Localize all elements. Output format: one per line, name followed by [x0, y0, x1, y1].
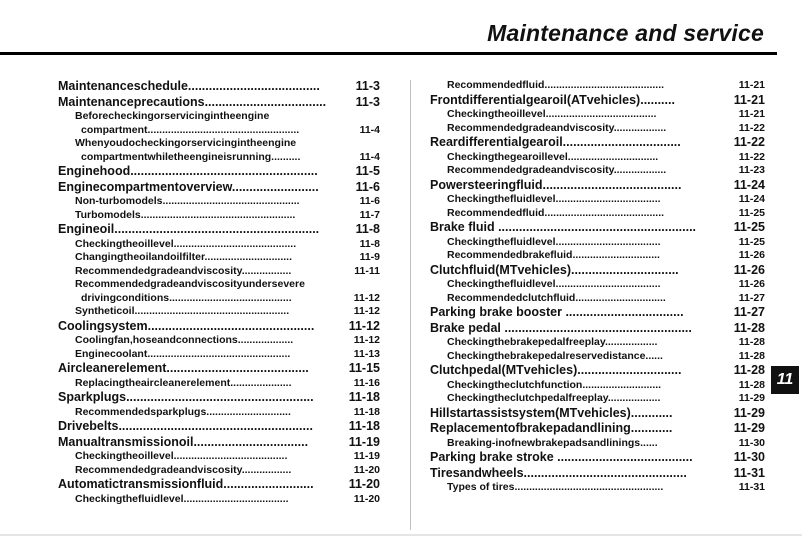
toc-entry[interactable]: [58, 95, 380, 111]
toc-page-number: 11-12: [348, 318, 380, 333]
toc-page-number: 11-28: [738, 336, 765, 348]
toc-entry[interactable]: [58, 79, 380, 95]
toc-subentry[interactable]: [58, 464, 380, 478]
toc-subentry[interactable]: [58, 110, 380, 124]
toc-entry-label: Brake fluid .........................................................: [430, 220, 697, 234]
toc-subentry[interactable]: [430, 278, 765, 292]
toc-page-number: 11-7: [359, 208, 380, 221]
toc-entry-label: Enginecoolant.................................................: [75, 347, 291, 360]
toc-entry-label: Breaking-inofnewbrakepadsandlinings......: [447, 436, 658, 449]
toc-page-number: 11-12: [353, 334, 380, 346]
toc-subentry[interactable]: [58, 278, 380, 292]
toc-entry-label: drivingconditions..........................................: [81, 291, 292, 304]
toc-entry-label: Recommendedfluid.........................................: [447, 79, 665, 91]
toc-page-number: 11-22: [738, 121, 765, 134]
toc-entry-label: Checkingtheclutchpedalfreeplay..................: [447, 392, 661, 404]
toc-page-number: 11-28: [738, 349, 765, 362]
toc-entry-label: Beforecheckingorservicingintheengine: [75, 110, 270, 122]
toc-page-number: 11-28: [738, 378, 765, 391]
toc-entry-label: Maintenanceprecautions...................................: [58, 94, 327, 109]
toc-page-number: 11-21: [733, 92, 765, 107]
toc-entry[interactable]: [58, 435, 380, 451]
toc-page-number: 11-3: [355, 94, 380, 109]
toc-page-number: 11-8: [355, 222, 380, 236]
toc-entry-label: Enginecompartmentoverview.........................: [58, 179, 319, 194]
toc-subentry[interactable]: [430, 437, 765, 451]
toc-page-number: 11-4: [359, 123, 380, 136]
toc-entry-label: compartmentwhiletheengineisrunning..........: [81, 150, 301, 163]
toc-entry-label: Replacementofbrakepadandlining............: [430, 421, 673, 435]
toc-entry-label: Manualtransmissionoil.................................: [58, 434, 309, 449]
toc-subentry[interactable]: [430, 379, 765, 393]
toc-page-number: 11-19: [353, 450, 380, 462]
toc-subentry[interactable]: [58, 209, 380, 223]
toc-subentry[interactable]: [58, 348, 380, 362]
toc-entry-label: Non-turbomodels...............................................: [75, 195, 300, 207]
toc-subentry[interactable]: [58, 493, 380, 507]
toc-page-number: 11-3: [355, 79, 380, 93]
toc-subentry[interactable]: [430, 193, 765, 207]
toc-page-number: 11-16: [353, 376, 380, 389]
toc-entry-label: Checkingtheoillevel.......................................: [75, 450, 288, 462]
toc-entry-label: Replacingtheaircleanerelement.....................: [75, 376, 292, 389]
toc-subentry[interactable]: [430, 79, 765, 93]
toc-page-number: 11-5: [355, 164, 380, 178]
toc-entry-label: Checkingtheoillevel..........................................: [75, 237, 297, 250]
toc-page-number: 11-21: [738, 108, 765, 120]
toc-subentry[interactable]: [58, 406, 380, 420]
toc-page-number: 11-20: [353, 492, 380, 505]
toc-entry-label: Checkingthefluidlevel....................................: [447, 193, 661, 205]
toc-page-number: 11-11: [354, 264, 380, 277]
toc-entry[interactable]: [430, 135, 765, 151]
toc-entry-label: Types of tires...................................................: [447, 481, 664, 493]
toc-entry[interactable]: [430, 466, 765, 482]
toc-entry-label: Syntheticoil.....................................................: [75, 305, 290, 317]
toc-entry[interactable]: [58, 222, 380, 238]
chapter-tab[interactable]: 11: [771, 366, 799, 394]
toc-entry-label: Recommendedfluid.........................................: [447, 206, 665, 219]
toc-entry-label: Recommendedclutchfluid...............................: [447, 291, 666, 304]
toc-entry[interactable]: [58, 164, 380, 180]
toc-page-number: 11-25: [733, 220, 765, 234]
toc-page-number: 11-12: [353, 305, 380, 317]
toc-subentry[interactable]: [58, 334, 380, 348]
toc-page-number: 11-22: [738, 150, 765, 163]
toc-entry-label: Recommendedbrakefluid..............................: [447, 249, 660, 261]
toc-entry-label: Turbomodels.....................................................: [75, 208, 296, 221]
toc-page-number: 11-20: [353, 463, 380, 476]
toc-right-column: [430, 79, 765, 495]
toc-page-number: 11-6: [359, 195, 380, 207]
toc-page-number: 11-26: [733, 262, 765, 277]
toc-entry-label: Checkingthefluidlevel....................................: [75, 492, 289, 505]
toc-entry-label: Parking brake stroke .......................................: [430, 450, 693, 464]
toc-subentry[interactable]: [58, 292, 380, 306]
toc-entry-label: Recommendedgradeandviscosity..................: [447, 164, 667, 176]
toc-entry[interactable]: [430, 363, 765, 379]
toc-entry[interactable]: [58, 419, 380, 435]
toc-entry[interactable]: [58, 477, 380, 493]
title-rule: [0, 52, 777, 55]
toc-page-number: 11-8: [359, 237, 380, 250]
toc-entry[interactable]: [430, 263, 765, 279]
toc-entry-label: Parking brake booster ..................................: [430, 305, 684, 319]
toc-page-number: 11-26: [738, 278, 765, 290]
toc-entry[interactable]: [58, 319, 380, 335]
toc-page-number: 11-28: [733, 363, 765, 377]
toc-subentry[interactable]: [430, 164, 765, 178]
toc-subentry[interactable]: [58, 450, 380, 464]
toc-subentry[interactable]: [430, 350, 765, 364]
toc-subentry[interactable]: [58, 151, 380, 165]
toc-subentry[interactable]: [430, 392, 765, 406]
toc-entry-label: Hillstartassistsystem(MTvehicles)............: [430, 405, 673, 420]
toc-entry[interactable]: [58, 180, 380, 196]
toc-entry-label: Maintenanceschedule......................................: [58, 79, 320, 93]
toc-page-number: 11-31: [738, 481, 765, 493]
toc-page-number: 11-29: [733, 405, 765, 420]
toc-entry[interactable]: [430, 178, 765, 194]
toc-page-number: 11-12: [353, 291, 380, 304]
toc-subentry[interactable]: [430, 249, 765, 263]
toc-page-number: 11-30: [738, 436, 765, 449]
toc-entry[interactable]: [430, 220, 765, 236]
toc-entry-label: Automatictransmissionfluid..........................: [58, 477, 314, 491]
toc-entry-label: Checkingthefluidlevel....................................: [447, 278, 661, 290]
toc-entry-label: Checkingtheclutchfunction...........................: [447, 378, 662, 391]
toc-entry-label: Clutchpedal(MTvehicles)..............................: [430, 363, 682, 377]
toc-subentry[interactable]: [58, 137, 380, 151]
toc-entry-label: Engineoil...........................................................: [58, 222, 320, 236]
toc-entry[interactable]: [430, 93, 765, 109]
toc-page-number: 11-23: [738, 164, 765, 176]
toc-entry-label: Clutchfluid(MTvehicles)...............................: [430, 262, 679, 277]
toc-page-number: 11-6: [355, 179, 380, 194]
toc-entry-label: Recommendedsparkplugs.............................: [75, 405, 291, 418]
toc-page-number: 11-27: [738, 291, 765, 304]
toc-entry[interactable]: [430, 321, 765, 337]
column-divider: [410, 80, 411, 530]
toc-entry-label: compartment....................................................: [81, 123, 300, 136]
toc-page-number: 11-9: [359, 251, 380, 263]
toc-entry-label: Changingtheoilandoilfilter..............................: [75, 251, 293, 263]
toc-subentry[interactable]: [58, 238, 380, 252]
toc-entry-label: Checkingthefluidlevel....................................: [447, 235, 661, 248]
toc-subentry[interactable]: [430, 151, 765, 165]
toc-entry-label: Recommendedgradeandviscosityundersevere: [75, 278, 305, 290]
toc-entry-label: Reardifferentialgearoil..................................: [430, 135, 681, 149]
toc-page-number: 11-28: [733, 320, 765, 335]
toc-entry-label: Sparkplugs......................................................: [58, 390, 314, 404]
toc-subentry[interactable]: [58, 124, 380, 138]
toc-entry[interactable]: [430, 421, 765, 437]
toc-page-number: 11-18: [353, 405, 380, 418]
toc-entry-label: Recommendedgradeandviscosity..................: [447, 121, 667, 134]
toc-subentry[interactable]: [430, 108, 765, 122]
toc-entry-label: Aircleanerelement.........................................: [58, 361, 309, 375]
toc-page-number: 11-30: [733, 450, 765, 464]
toc-page-number: 11-29: [733, 421, 765, 435]
toc-page-number: 11-29: [738, 392, 765, 404]
toc-entry[interactable]: [430, 450, 765, 466]
toc-page-number: 11-20: [348, 477, 380, 491]
toc-entry-label: Coolingsystem................................................: [58, 318, 315, 333]
toc-entry-label: Drivebelts........................................................: [58, 419, 313, 433]
toc-subentry[interactable]: [58, 265, 380, 279]
toc-entry[interactable]: [430, 406, 765, 422]
toc-page-number: 11-19: [348, 434, 380, 449]
toc-entry-label: Brake pedal ......................................................: [430, 320, 692, 335]
toc-entry-label: Enginehood......................................................: [58, 164, 318, 178]
toc-subentry[interactable]: [430, 122, 765, 136]
toc-entry-label: Coolingfan,hoseandconnections...................: [75, 334, 294, 346]
toc-page-number: 11-31: [733, 465, 765, 480]
toc-entry-label: Powersteeringfluid........................................: [430, 177, 682, 192]
toc-page-number: 11-18: [348, 390, 380, 404]
toc-entry-label: Frontdifferentialgearoil(ATvehicles)..........: [430, 92, 675, 107]
toc-entry-label: Whenyoudocheckingorservicingintheengine: [75, 137, 297, 149]
toc-page-number: 11-13: [353, 347, 380, 360]
toc-entry-label: Tiresandwheels...............................................: [430, 465, 687, 480]
toc-page-number: 11-22: [733, 135, 765, 149]
toc-subentry[interactable]: [58, 377, 380, 391]
toc-entry-label: Checkingthebrakepedalreservedistance......: [447, 349, 663, 362]
toc-page-number: 11-27: [733, 305, 765, 319]
toc-entry-label: Checkingthebrakepedalfreeplay..................: [447, 336, 658, 348]
toc-page-number: 11-26: [738, 249, 765, 261]
toc-page-number: 11-25: [738, 235, 765, 248]
toc-page-number: 11-18: [348, 419, 380, 433]
toc-subentry[interactable]: [58, 305, 380, 319]
toc-entry-label: Recommendedgradeandviscosity.................: [75, 463, 292, 476]
toc-entry[interactable]: [58, 390, 380, 406]
toc-page-number: 11-24: [733, 177, 765, 192]
toc-subentry[interactable]: [430, 481, 765, 495]
toc-subentry[interactable]: [430, 292, 765, 306]
toc-subentry[interactable]: [58, 251, 380, 265]
toc-page-number: 11-24: [738, 193, 765, 205]
toc-entry-label: Checkingthegearoillevel...............................: [447, 150, 659, 163]
toc-entry-label: Checkingtheoillevel......................................: [447, 108, 657, 120]
toc-page-number: 11-25: [738, 206, 765, 219]
page-title: Maintenance and service: [487, 20, 764, 46]
toc-page-number: 11-4: [359, 150, 380, 163]
toc-page-number: 11-21: [738, 79, 765, 91]
toc-subentry[interactable]: [430, 336, 765, 350]
toc-entry-label: Recommendedgradeandviscosity.................: [75, 264, 292, 277]
toc-subentry[interactable]: [430, 207, 765, 221]
toc-subentry[interactable]: [430, 236, 765, 250]
toc-left-column: [58, 79, 380, 506]
toc-entry[interactable]: [430, 305, 765, 321]
toc-page-number: 11-15: [348, 361, 380, 375]
toc-subentry[interactable]: [58, 195, 380, 209]
toc-entry[interactable]: [58, 361, 380, 377]
